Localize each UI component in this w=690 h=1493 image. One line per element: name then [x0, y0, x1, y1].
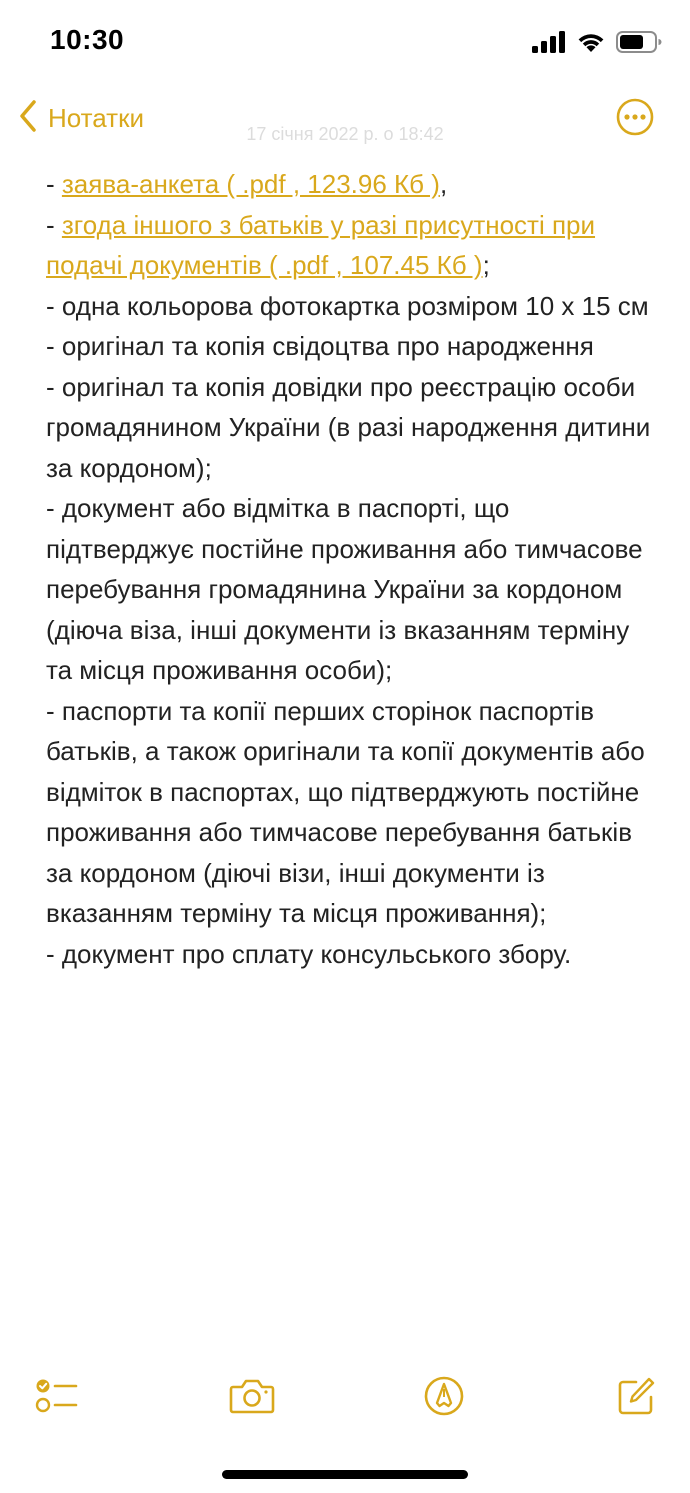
list-item: - оригінал та копія довідки про реєстрацію особи громадянином України (в разі народження дитини за кордоном); — [46, 371, 651, 483]
status-time: 10:30 — [50, 24, 125, 55]
camera-button[interactable] — [229, 1375, 275, 1421]
markup-pen-icon — [423, 1375, 465, 1422]
status-icons — [532, 30, 662, 54]
item-suffix: ; — [482, 250, 490, 280]
attachment-link[interactable]: заява-анкета ( .pdf , 123.96 Кб ) — [61, 169, 440, 199]
attachment-link[interactable]: згода іншого з батьків у разі присутності при подачі документів ( .pdf , 107.45 Кб ) — [46, 209, 596, 280]
wifi-icon — [576, 31, 606, 53]
status-bar — [0, 0, 690, 84]
list-item: - оригінал та копія свідоцтва про народження — [46, 331, 594, 361]
home-indicator[interactable] — [222, 1470, 468, 1479]
checklist-button[interactable] — [33, 1375, 79, 1421]
list-item: - одна кольорова фотокартка розміром 10 х 15 см — [46, 290, 649, 321]
list-item — [46, 164, 656, 205]
compose-button[interactable] — [613, 1375, 659, 1421]
item-prefix: - — [46, 209, 62, 240]
note-date-faded: 17 січня 2022 р. о 18:42 — [246, 124, 444, 144]
cellular-signal-icon — [532, 31, 566, 53]
back-button[interactable] — [18, 98, 144, 138]
camera-icon — [229, 1377, 275, 1420]
item-prefix: - — [46, 169, 62, 199]
ellipsis-circle-icon — [616, 123, 654, 140]
list-item: - документ або відмітка в паспорті, що підтверджує постійне проживання або тимчасове перебування громадянина України за кордоном (діюча віза, інші документи із вказанням терміну та місця проживання особи); — [46, 493, 643, 685]
list-item: - документ про сплату консульського збору. — [46, 938, 572, 969]
note-body[interactable] — [46, 164, 656, 974]
chevron-left-icon — [18, 99, 38, 138]
back-label: Нотатки — [48, 102, 144, 133]
more-options-button[interactable] — [616, 98, 654, 136]
nav-bar — [0, 84, 690, 154]
checklist-icon — [34, 1376, 78, 1421]
bottom-toolbar — [0, 1375, 690, 1425]
list-item — [46, 205, 656, 286]
compose-icon — [616, 1376, 656, 1421]
item-suffix: , — [439, 169, 448, 199]
battery-icon — [616, 31, 662, 53]
markup-button[interactable] — [421, 1375, 467, 1421]
list-item: - паспорти та копії перших сторінок паспортів батьків, а також оригінали та копії документів або відміток в паспортах, що підтверджують постійне проживання або тимчасове перебування батьків за кордоном (діючі візи, інші документи із вказанням терміну та місця проживання); — [46, 695, 645, 928]
